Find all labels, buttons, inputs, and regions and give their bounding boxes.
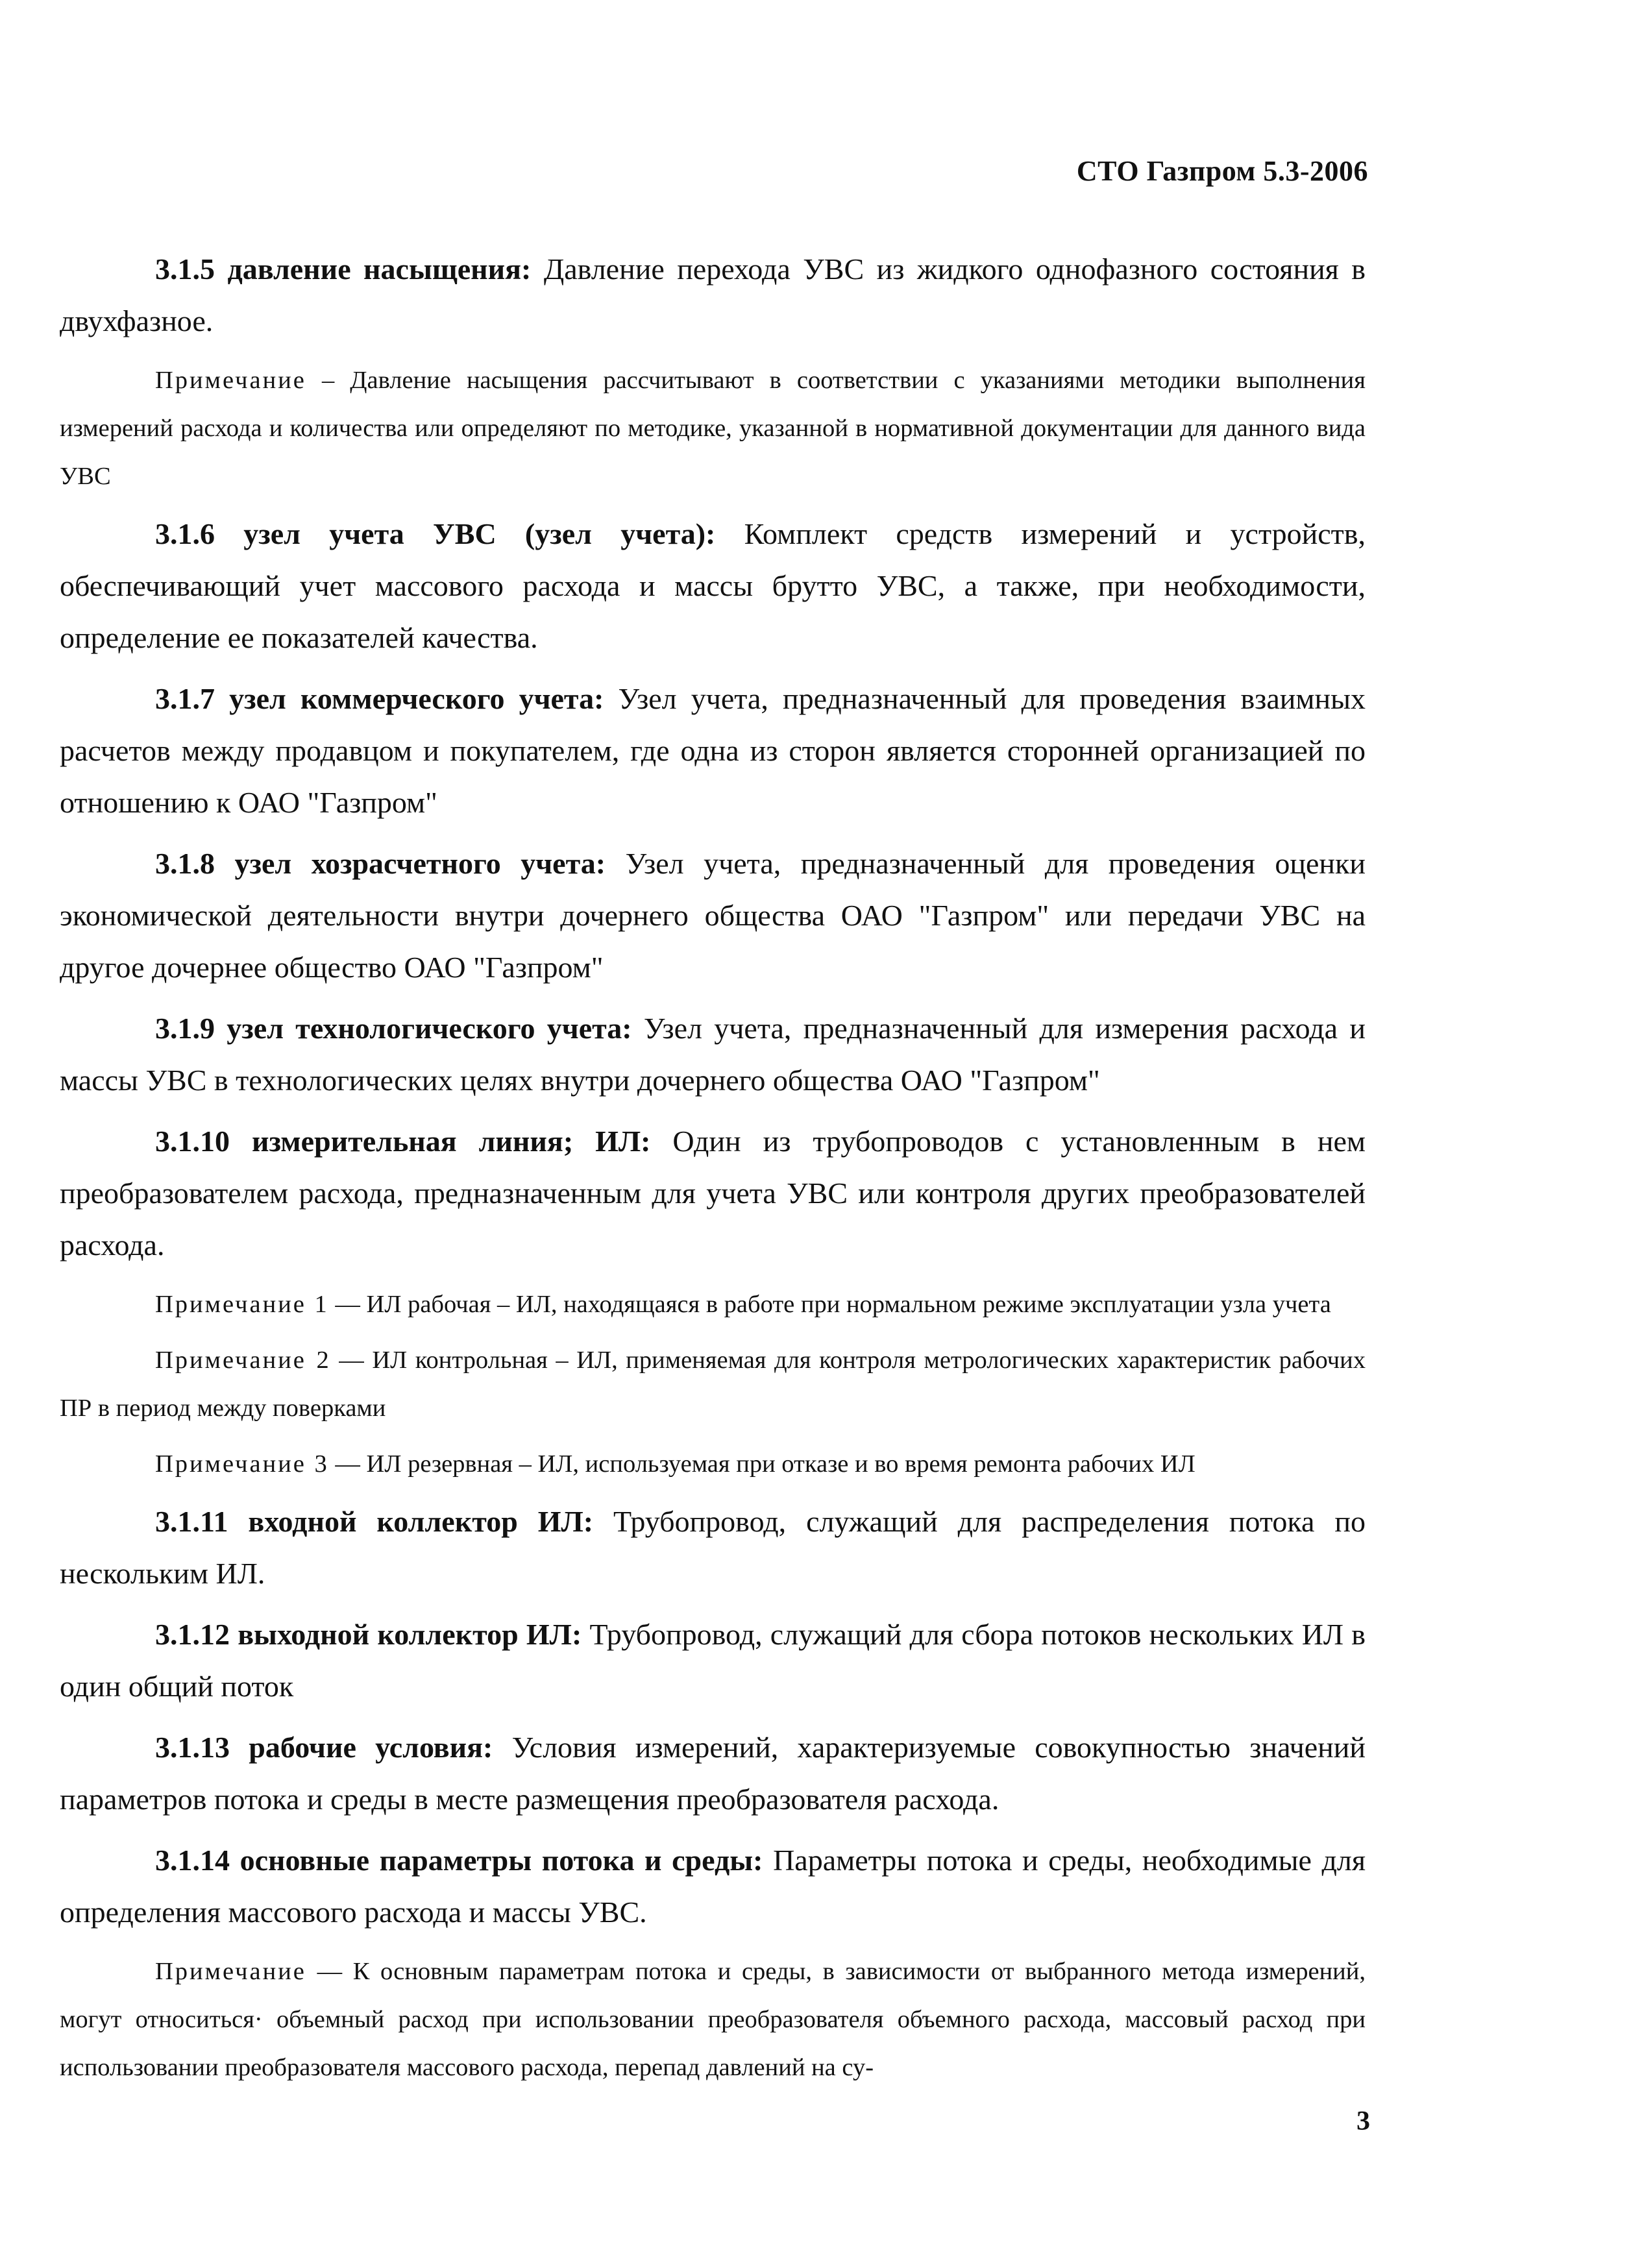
clause-number: 3.1.11	[155, 1505, 228, 1538]
clause-number: 3.1.14	[155, 1844, 230, 1877]
term-name: узел технологического учета:	[227, 1012, 632, 1045]
note-label: Примечание 1	[155, 1291, 329, 1318]
term-definition-3-1-9	[60, 1003, 1366, 1106]
term-definition-3-1-13	[60, 1722, 1366, 1825]
note-2-control-line	[60, 1336, 1366, 1432]
term-definition-3-1-11	[60, 1496, 1366, 1600]
term-name: выходной коллектор ИЛ:	[238, 1618, 582, 1651]
term-name: рабочие условия:	[249, 1731, 493, 1764]
term-definition-text: Условия измерений, характеризуемые совокупностью значений параметров потока и среды в месте размещения преобразователя расхода.	[60, 1731, 1366, 1816]
term-definition-3-1-5	[60, 243, 1366, 347]
note-text: — ИЛ резервная – ИЛ, используемая при отказе и во время ремонта рабочих ИЛ	[335, 1450, 1196, 1478]
note-saturation-pressure	[60, 356, 1366, 500]
note-main-flow-parameters	[60, 1947, 1366, 2091]
term-name: узел коммерческого учета:	[229, 682, 604, 715]
clause-number: 3.1.9	[155, 1012, 215, 1045]
clause-number: 3.1.8	[155, 847, 215, 880]
note-label: Примечание	[155, 367, 306, 394]
clause-number: 3.1.10	[155, 1125, 230, 1158]
term-definition-3-1-10	[60, 1116, 1366, 1271]
term-name: давление насыщения:	[227, 252, 532, 286]
term-definition-3-1-6	[60, 508, 1366, 664]
note-text: – Давление насыщения рассчитывают в соответствии с указаниями методики выполнения измерений расхода и количества или определяют по методике, указанной в нормативной документации для данного вида УВС	[60, 367, 1366, 490]
term-name: измерительная линия; ИЛ:	[251, 1125, 651, 1158]
term-name: узел учета УВС (узел учета):	[243, 517, 716, 550]
clause-number: 3.1.6	[155, 517, 215, 550]
term-definition-text: Узел учета, предназначенный для проведения взаимных расчетов между продавцом и покупателем, где одна из сторон является сторонней организацией по отношению к ОАО "Газпром"	[60, 682, 1366, 819]
term-definition-text: Давление перехода УВС из жидкого однофазного состояния в двухфазное.	[60, 252, 1366, 337]
term-definition-3-1-8	[60, 838, 1366, 994]
term-name: узел хозрасчетного учета:	[234, 847, 606, 880]
note-text: — К основным параметрам потока и среды, в зависимости от выбранного метода измерений, могут относиться· объемный расход при использовании преобразователя объемного расхода, массовый расход при использовании преобразователя массового расхода, перепад давлений на су-	[60, 1958, 1366, 2081]
note-text: — ИЛ рабочая – ИЛ, находящаяся в работе при нормальном режиме эксплуатации узла учета	[335, 1291, 1331, 1318]
note-label: Примечание 3	[155, 1450, 329, 1478]
term-definition-3-1-14	[60, 1835, 1366, 1938]
term-definition-text: Один из трубопроводов с установленным в нем преобразователем расхода, предназначенным для учета УВС или контроля других преобразователей расхода.	[60, 1125, 1366, 1262]
term-definition-3-1-12	[60, 1609, 1366, 1713]
document-body	[60, 243, 1366, 2099]
note-label: Примечание	[155, 1958, 306, 1985]
document-code-header: СТО Газпром 5.3-2006	[1076, 155, 1368, 187]
term-definition-text: Трубопровод, служащий для распределения потока по нескольким ИЛ.	[60, 1505, 1366, 1590]
clause-number: 3.1.7	[155, 682, 215, 715]
clause-number: 3.1.5	[155, 252, 215, 286]
term-definition-text: Комплект средств измерений и устройств, обеспечивающий учет массового расхода и массы брутто УВС, а также, при необходимости, определение ее показателей качества.	[60, 517, 1366, 654]
term-name: основные параметры потока и среды:	[239, 1844, 763, 1877]
note-label: Примечание 2	[155, 1347, 331, 1374]
clause-number: 3.1.13	[155, 1731, 230, 1764]
term-definition-3-1-7	[60, 673, 1366, 829]
note-3-reserve-line	[60, 1440, 1366, 1488]
term-definition-text: Узел учета, предназначенный для проведения оценки экономической деятельности внутри дочернего общества ОАО "Газпром" или передачи УВС на другое дочернее общество ОАО "Газпром"	[60, 847, 1366, 984]
term-definition-text: Узел учета, предназначенный для измерения расхода и массы УВС в технологических целях внутри дочернего общества ОАО "Газпром"	[60, 1012, 1366, 1097]
term-definition-text: Параметры потока и среды, необходимые для определения массового расхода и массы УВС.	[60, 1844, 1366, 1929]
note-1-working-line	[60, 1280, 1366, 1328]
page-number: 3	[1356, 2106, 1370, 2136]
term-name: входной коллектор ИЛ:	[248, 1505, 594, 1538]
clause-number: 3.1.12	[155, 1618, 230, 1651]
note-text: — ИЛ контрольная – ИЛ, применяемая для контроля метрологических характеристик рабочих ПР в период между поверками	[60, 1347, 1366, 1422]
term-definition-text: Трубопровод, служащий для сбора потоков нескольких ИЛ в один общий поток	[60, 1618, 1366, 1703]
